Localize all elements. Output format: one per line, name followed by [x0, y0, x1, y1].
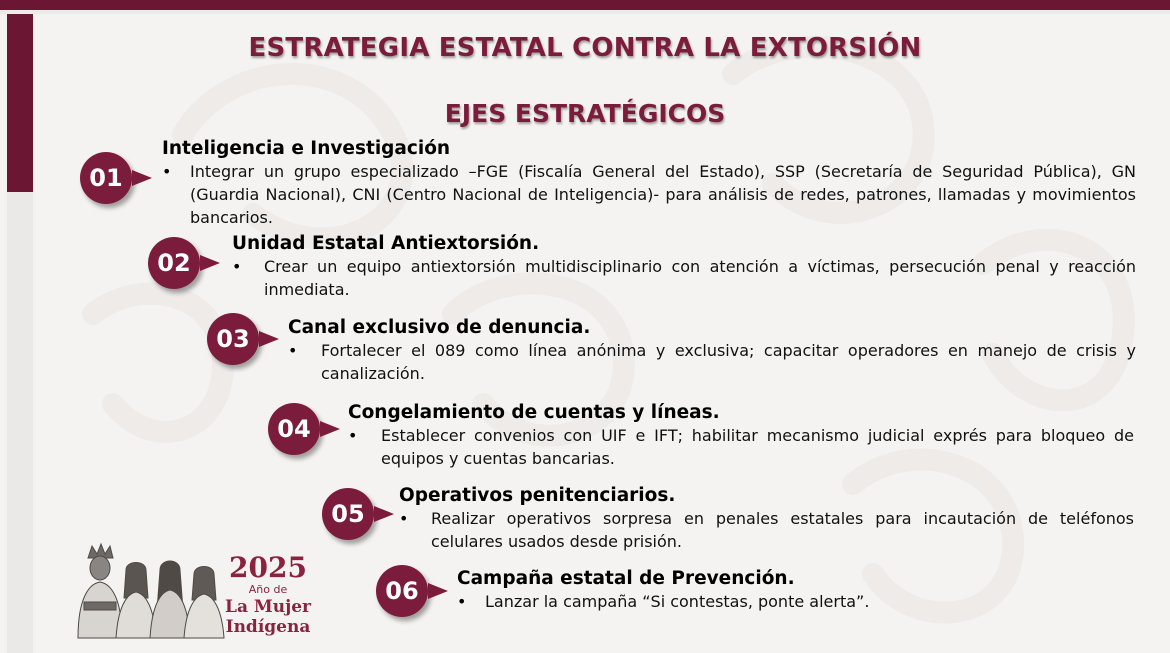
callout-tail-icon	[428, 579, 450, 601]
axis-number: 05	[331, 500, 365, 528]
axis-description: Fortalecer el 089 como línea anónima y exclusiva; capacitar operadores en manejo de crisis y canalización.	[321, 341, 1136, 383]
callout-tail-icon	[132, 166, 154, 188]
axis-title: Congelamiento de cuentas y líneas.	[348, 402, 720, 423]
axis-description: Lanzar la campaña “Si contestas, ponte alerta”.	[485, 592, 870, 611]
axis-number: 01	[89, 164, 123, 192]
axis-title: Canal exclusivo de denuncia.	[288, 317, 591, 338]
bullet-icon: •	[457, 592, 467, 611]
axis-title: Operativos penitenciarios.	[399, 485, 676, 506]
axis-number-badge	[376, 565, 428, 617]
logo-line: Año de	[248, 583, 288, 596]
axis-number: 04	[277, 415, 311, 443]
axis-number-badge	[148, 237, 200, 289]
page-title: ESTRATEGIA ESTATAL CONTRA LA EXTORSIÓN	[248, 33, 922, 63]
callout-tail-icon	[259, 327, 281, 349]
axis-description: Realizar operativos sorpresa en penales estatales para incautación de teléfonos celulares usados desde prisión.	[431, 509, 1134, 551]
axis-item	[348, 402, 1134, 470]
logo-line: Indígena	[225, 617, 311, 637]
axis-number-badge	[207, 313, 259, 365]
bullet-icon: •	[399, 509, 409, 528]
axis-number-badge	[80, 152, 132, 204]
left-band-lower	[7, 192, 33, 653]
axis-item	[399, 485, 1134, 553]
top-accent-bar	[0, 0, 1170, 10]
axis-item	[232, 233, 1136, 301]
bullet-icon: •	[348, 426, 358, 445]
axis-number: 03	[216, 325, 250, 353]
axis-description: Establecer convenios con UIF e IFT; habilitar mecanismo judicial exprés para bloqueo de equipos y cuentas bancarias.	[381, 426, 1134, 468]
section-subtitle: EJES ESTRATÉGICOS	[444, 99, 726, 128]
axis-number: 02	[157, 249, 191, 277]
axis-title: Inteligencia e Investigación	[162, 138, 451, 159]
axis-item	[457, 568, 1134, 613]
axis-title: Campaña estatal de Prevención.	[457, 568, 795, 589]
callout-tail-icon	[320, 417, 342, 439]
axis-number-badge	[268, 403, 320, 455]
bullet-icon: •	[232, 257, 242, 276]
logo-year: 2025	[229, 551, 307, 584]
bullet-icon: •	[162, 162, 172, 181]
callout-tail-icon	[374, 502, 396, 524]
logo-line: La Mujer	[225, 597, 311, 617]
axis-item	[162, 138, 1136, 229]
axis-description: Integrar un grupo especializado –FGE (Fiscalía General del Estado), SSP (Secretaría de Seguridad Pública), GN (Guardia Nacional), CNI (Centro Nacional de Inteligencia)- para análisis de redes, patrones, llamadas y movimientos bancarios.	[190, 162, 1136, 227]
axis-description: Crear un equipo antiextorsión multidisciplinario con atención a víctimas, persecución penal y reacción inmediata.	[264, 257, 1136, 299]
axis-item	[288, 317, 1136, 385]
axis-title: Unidad Estatal Antiextorsión.	[232, 233, 540, 254]
axis-number: 06	[385, 577, 419, 605]
bullet-icon: •	[288, 341, 298, 360]
axis-number-badge	[322, 488, 374, 540]
callout-tail-icon	[200, 251, 222, 273]
